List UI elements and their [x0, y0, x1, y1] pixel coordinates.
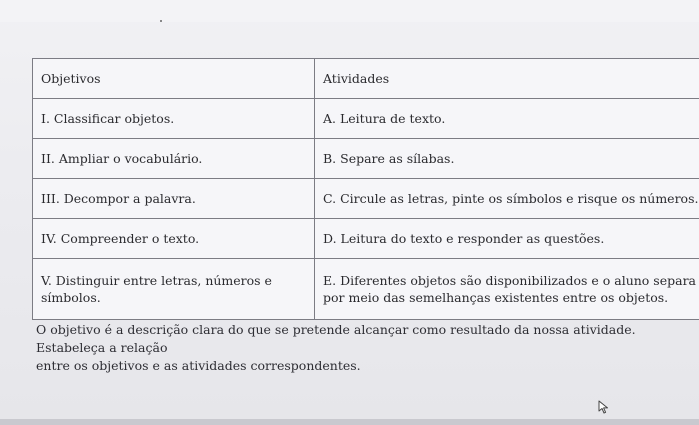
objective-cell: III. Decompor a palavra.	[33, 179, 315, 219]
objective-cell: V. Distinguir entre letras, números e símbolos.	[33, 259, 315, 320]
top-strip	[0, 0, 699, 22]
objective-cell: II. Ampliar o vocabulário.	[33, 139, 315, 179]
table-row	[33, 259, 699, 320]
activity-cell	[315, 259, 699, 320]
objective-cell: I. Classificar objetos.	[33, 99, 315, 139]
activity-cell: A. Leitura de texto.	[315, 99, 699, 139]
table-row	[33, 219, 699, 259]
instruction-caption	[36, 321, 696, 375]
activity-cell: B. Separe as sílabas.	[315, 139, 699, 179]
objective-cell: IV. Compreender o texto.	[33, 219, 315, 259]
caption-line: O objetivo é a descrição clara do que se pretende alcançar como resultado da nossa atividade. Estabeleça a relação	[36, 322, 636, 355]
activity-cell: C. Circule as letras, pinte os símbolos e risque os números.	[315, 179, 699, 219]
header-atividades: Atividades	[315, 59, 699, 99]
mouse-pointer-icon	[598, 400, 610, 414]
header-objetivos: Objetivos	[33, 59, 315, 99]
table-row	[33, 99, 699, 139]
stray-dot	[160, 20, 162, 22]
table-row	[33, 139, 699, 179]
table-header-row	[33, 59, 699, 99]
activity-cell: D. Leitura do texto e responder as questões.	[315, 219, 699, 259]
objectives-activities-table	[32, 58, 699, 320]
caption-line: entre os objetivos e as atividades correspondentes.	[36, 358, 361, 373]
bottom-bar	[0, 419, 699, 425]
activity-line: por meio das semelhanças existentes entre os objetos.	[323, 290, 669, 305]
activity-line: E. Diferentes objetos são disponibilizados e o aluno separa	[323, 273, 697, 288]
table-row	[33, 179, 699, 219]
